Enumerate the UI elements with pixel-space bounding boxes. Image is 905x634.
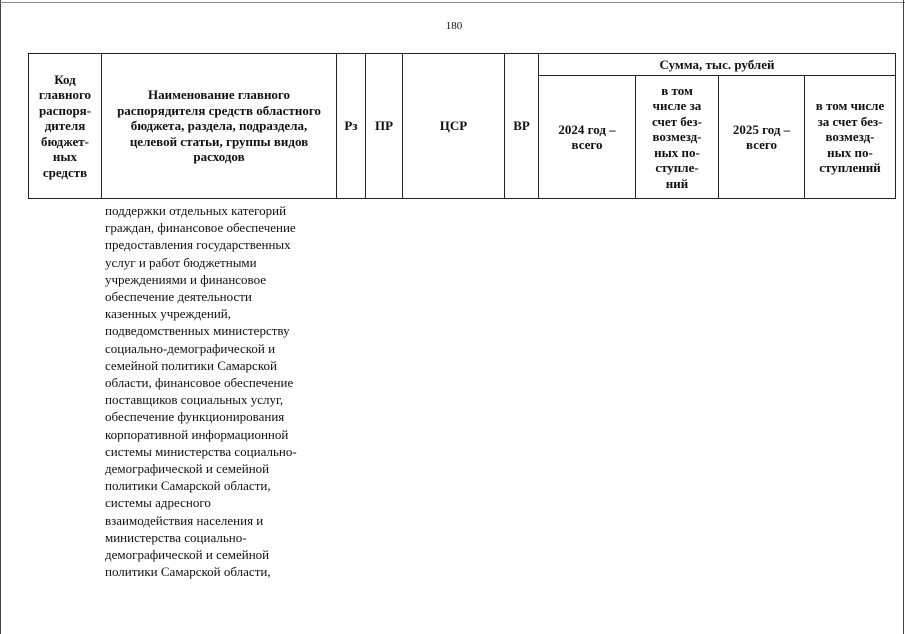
page-edge-top: [0, 2, 905, 3]
description-line: системы адресного: [105, 495, 211, 511]
header-2024-grants: в том числе за счет без-возмезд-ных по-ступле-ний: [652, 82, 702, 191]
description-line: обеспечение функционирования: [105, 409, 285, 425]
description-line: демографической и семейной: [105, 547, 270, 563]
description-line: демографической и семейной: [105, 461, 270, 477]
page-edge-right: [903, 0, 904, 634]
header-name: Наименование главного распорядителя средств областного бюджета, раздела, подраздела, целевой статьи, группы видов расходов: [117, 87, 321, 165]
expense-description-text: [105, 202, 345, 580]
page-number: 180: [445, 20, 463, 32]
description-line: обеспечение деятельности: [105, 289, 252, 305]
description-line: граждан, финансовое обеспечение: [105, 220, 296, 236]
description-line: взаимодействия населения и: [105, 512, 264, 528]
header-2025-grants: в том числе за счет без-возмезд-ных по-ступлений: [815, 98, 885, 176]
description-line: предоставления государственных: [105, 237, 291, 253]
page-edge-left: [0, 0, 1, 634]
description-line: поддержки отдельных категорий: [105, 203, 287, 218]
description-line: политики Самарской области,: [105, 564, 271, 580]
header-2024-total: 2024 год – всего: [558, 121, 616, 152]
header-2025-total: 2025 год – всего: [732, 121, 791, 152]
description-line: учреждениями и финансовое: [105, 271, 267, 287]
header-rz: Рз: [344, 118, 358, 134]
header-csr: ЦСР: [439, 118, 468, 134]
description-line: услуг и работ бюджетными: [105, 254, 257, 270]
description-line: подведомственных министерству: [105, 323, 290, 339]
description-line: корпоративной информационной: [105, 426, 289, 442]
description-line: системы министерства социально-: [105, 443, 297, 459]
header-code: Код главного распоря-дителя бюджет-ных средств: [38, 71, 92, 180]
description-line: области, финансовое обеспечение: [105, 375, 294, 391]
header-vr: ВР: [513, 118, 530, 134]
description-line: социально-демографической и: [105, 340, 276, 356]
header-pr: ПР: [374, 118, 394, 134]
description-line: поставщиков социальных услуг,: [105, 392, 284, 408]
description-line: политики Самарской области,: [105, 478, 271, 494]
description-line: казенных учреждений,: [105, 306, 231, 322]
description-line: министерства социально-: [105, 529, 247, 545]
header-sum: Сумма, тыс. рублей: [659, 56, 775, 72]
description-line: семейной политики Самарской: [105, 357, 277, 373]
